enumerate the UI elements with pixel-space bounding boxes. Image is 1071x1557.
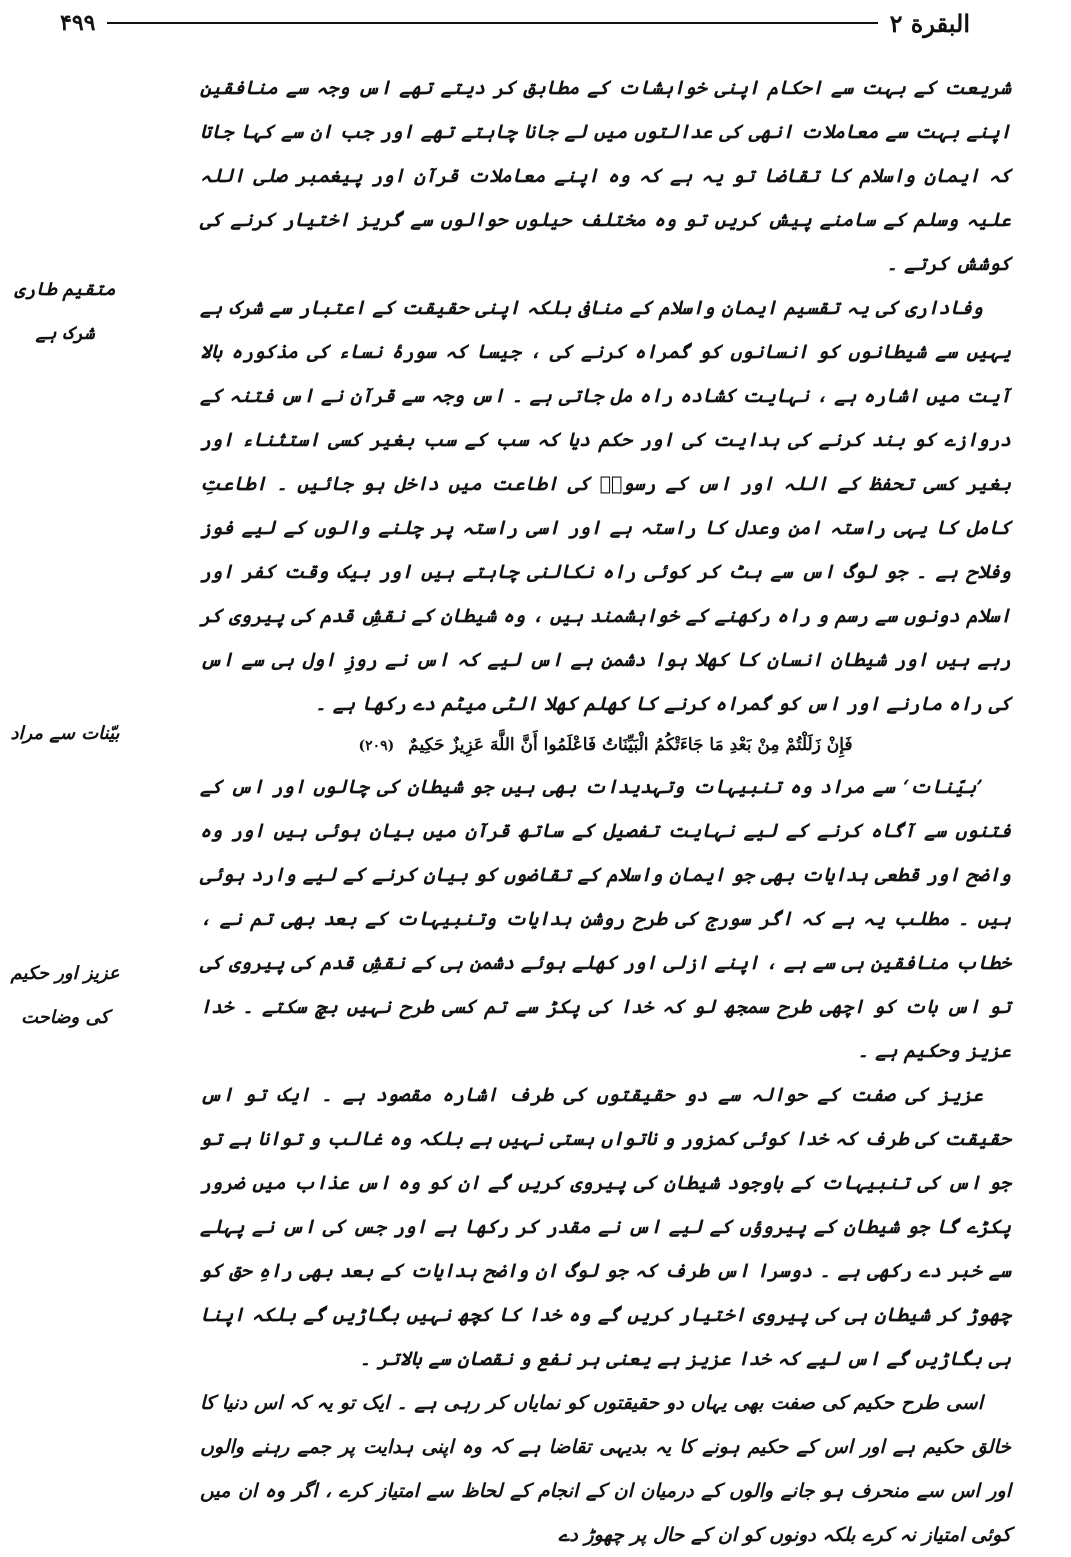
page-body <box>60 66 1011 1557</box>
paragraph-4: عزیز کی صفت کے حوالہ سے دو حقیقتوں کی طرف اشارہ مقصود ہے ۔ ایک تو اس حقیقت کی طرف کہ خدا کوئی کمزور و ناتواں ہستی نہیں ہے بلکہ وہ غالب و توانا ہے تو جو اس کی تنبیہات کے باوجود شیطان کی پیروی کریں گے ان کو وہ اس عذاب میں ضرور پکڑے گا جو شیطان کے پیروؤں کے لیے اس نے مقدر کر رکھا ہے اور جس کی اس نے پہلے سے خبر دے رکھی ہے ۔ دوسرا اس طرف کہ جو لوگ ان واضح ہدایات کے بعد بھی راہِ حق کو چھوڑ کر شیطان ہی کی پیروی اختیار کریں گے وہ خدا کا کچھ نہیں بگاڑیں گے بلکہ اپنا ہی بگاڑیں گے اس لیے کہ خدا عزیز ہے یعنی ہر نفع و نقصان سے بالاتر ۔ <box>200 1084 1011 1370</box>
quran-verse <box>200 726 1011 765</box>
side-note-shirk: متقیم طاری شرک ہے <box>14 279 116 344</box>
page-number: ۴۹۹ <box>60 10 96 36</box>
paragraph-3: ’بیّنات‘ سے مراد وہ تنبیہات وتہدیدات بھی ہیں جو شیطان کی چالوں اور اس کے فتنوں سے آگاہ کرنے کے لیے نہایت تفصیل کے ساتھ قرآن میں بیان ہوئی ہیں اور وہ واضح اور قطعی ہدایات بھی جو ایمان واسلام کے تقاضوں کو بیان کرنے کے لیے وارد ہوئی ہیں ۔ مطلب یہ ہے کہ اگر سورج کی طرح روشن ہدایات وتنبیہات کے بعد بھی تم نے ، خطاب منافقین ہی سے ہے ، اپنے ازلی اور کھلے ہوئے دشمن ہی کے نقشِ قدم کی پیروی کی تو اس بات کو اچھی طرح سمجھ لو کہ خدا کی پکڑ سے تم کسی طرح نہیں بچ سکتے ۔ خدا عزیز وحکیم ہے ۔ <box>200 776 1011 1062</box>
side-note-aziz-hakeem: عزیز اور حکیم کی وضاحت <box>10 963 120 1028</box>
paragraph-2: وفاداری کی یہ تقسیم ایمان واسلام کے منافی بلکہ اپنی حقیقت کے اعتبار سے شرک ہے یہیں سے شیطانوں کو انسانوں کو گمراہ کرنے کی ، جیسا کہ سورۂ نساء کی مذکورہ بالا آیت میں اشارہ ہے ، نہایت کشادہ راہ مل جاتی ہے ۔ اس وجہ سے قرآن نے اس فتنہ کے دروازے کو بند کرنے کی ہدایت کی اور حکم دیا کہ سب کے سب بغیر کسی استثناء اور بغیر کسی تحفظ کے اللہ اور اس کے رسولؐ کی اطاعت میں داخل ہو جائیں ۔ اطاعتِ کامل کا یہی راستہ امن وعدل کا راستہ ہے اور اسی راستہ پر چلنے والوں کے لیے فوز وفلاح ہے ۔ جو لوگ اس سے ہٹ کر کوئی راہ نکالنی چاہتے ہیں اور بیک وقت کفر اور اسلام دونوں سے رسم و راہ رکھنے کے خواہشمند ہیں ، وہ شیطان کے نقشِ قدم کی پیروی کر رہے ہیں اور شیطان انسان کا کھلا ہوا دشمن ہے اس لیے کہ اس نے روزِ اول ہی سے اس کی راہ مارنے اور اس کو گمراہ کرنے کا کھلم کھلا الٹی میٹم دے رکھا ہے ۔ <box>200 297 1011 715</box>
paragraph-5: اسی طرح حکیم کی صفت بھی یہاں دو حقیقتوں کو نمایاں کر رہی ہے ۔ ایک تو یہ کہ اس دنیا کا خالق حکیم ہے اور اس کے حکیم ہونے کا یہ بدیہی تقاضا ہے کہ وہ اپنی ہدایت پر جمے رہنے والوں اور اس سے منحرف ہو جانے والوں کے درمیان ان کے انجام کے لحاظ سے امتیاز کرے ، اگر وہ ان میں کوئی امتیاز نہ کرے بلکہ دونوں کو ان کے حال پر چھوڑ دے <box>200 1392 1011 1546</box>
paragraph-1: شریعت کے بہت سے احکام اپنی خواہشات کے مطابق کر دیتے تھے اس وجہ سے منافقین اپنے بہت سے معاملات انھی کی عدالتوں میں لے جانا چاہتے تھے اور جب ان سے کہا جاتا کہ ایمان واسلام کا تقاضا تو یہ ہے کہ وہ اپنے معاملات قرآن اور پیغمبر صلی اللہ علیہ وسلم کے سامنے پیش کریں تو وہ مختلف حیلوں حوالوں سے گریز اختیار کرنے کی کوشش کرتے ۔ <box>200 77 1011 275</box>
side-note-bayyinat: بیّنات سے مراد <box>10 723 120 744</box>
header-rule <box>107 22 877 24</box>
verse-reference: (۲۰۹) <box>358 738 395 754</box>
main-text-column <box>200 66 1011 1557</box>
page-header <box>60 4 970 42</box>
surah-title: البقرة ۲ <box>889 8 970 38</box>
verse-text: فَإِنْ زَلَلْتُمْ مِنْ بَعْدِ مَا جَاءَتْكُمُ الْبَيِّنَاتُ فَاعْلَمُوا أَنَّ اللَّهَ عَزِيزٌ حَكِيمٌ <box>408 735 853 755</box>
